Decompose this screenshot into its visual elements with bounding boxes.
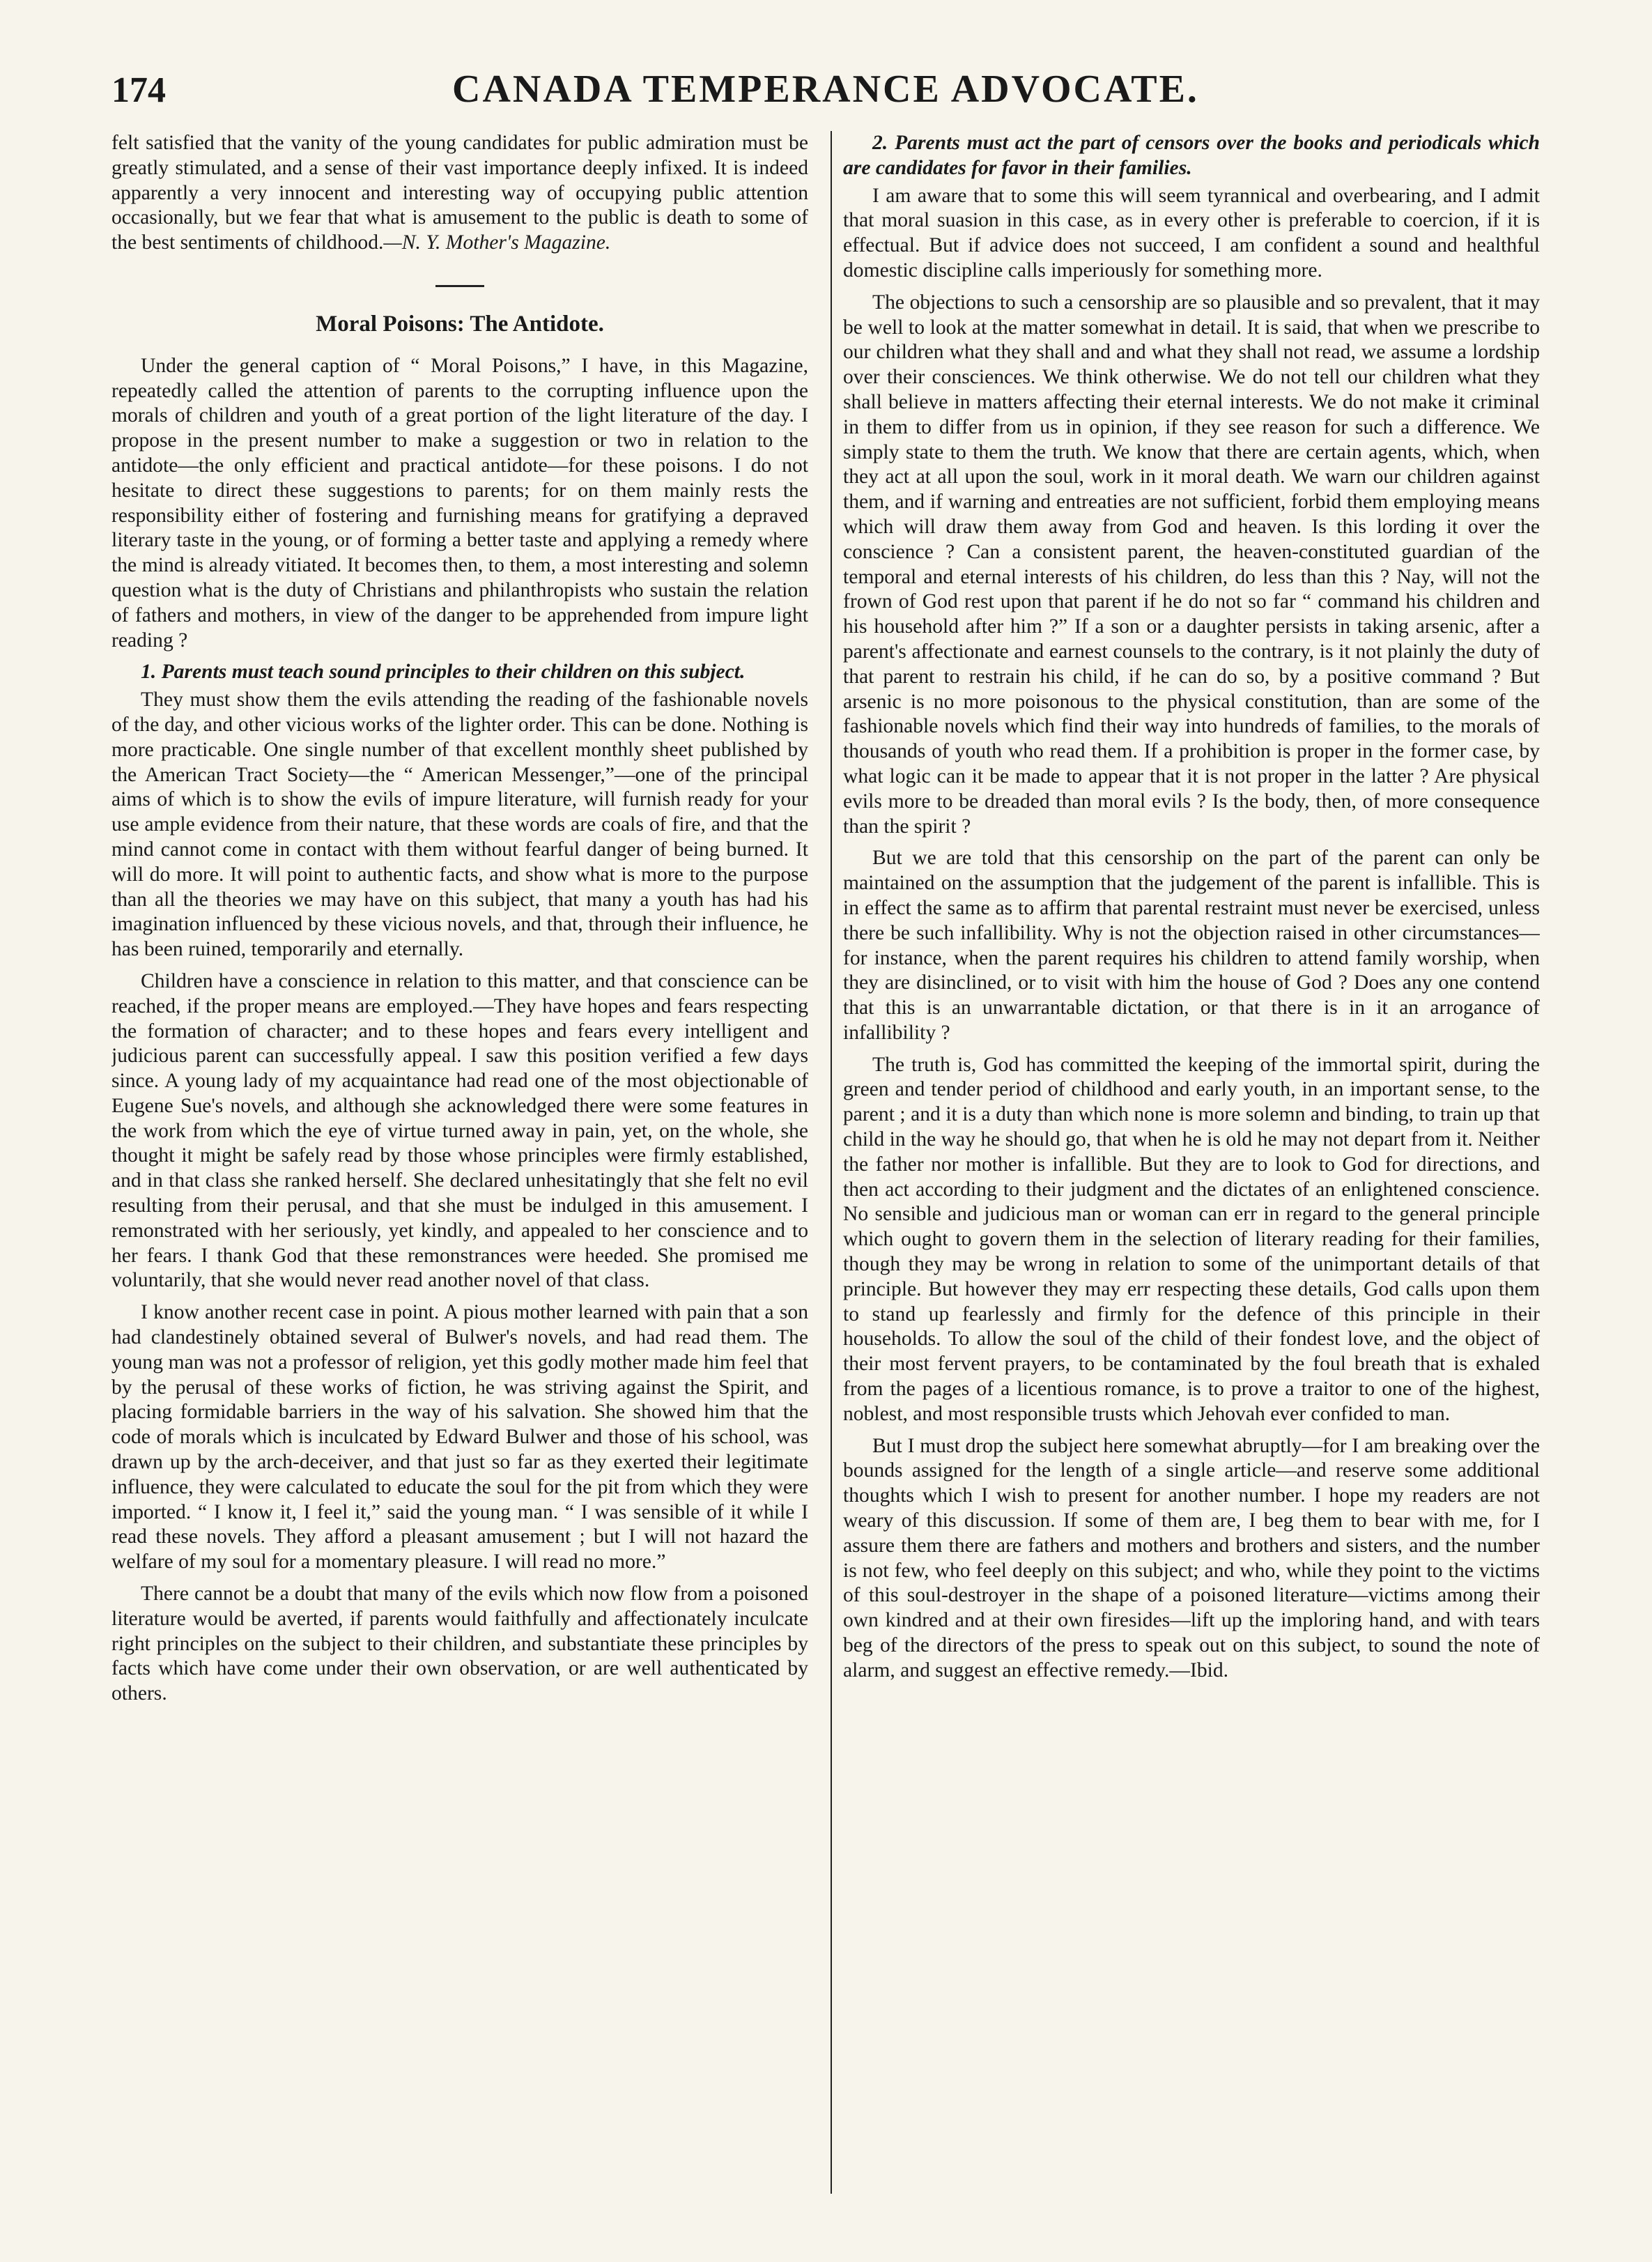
article-paragraph: Children have a conscience in relation to this matter, and that conscience can be reached, if the proper means are employed.—They have hopes and fears respecting the formation of character; and to these hopes and fears every intelligent and judicious parent can successfully appeal. I saw this position verified a few days since. A young lady of my acquaintance had read one of the most objectionable of Eugene Sue's novels, and although she acknowledged there were some features in the work from which the eye of virtue turned away in pain, yet, on the whole, she thought it might be safely read by those whose principles were firmly established, and in that class she ranked herself. She declared unhesitatingly that she felt no evil resulting from their perusal, and that she must be indulged in this amusement. I remonstrated with her seriously, yet kindly, and appealed to her conscience and to her fears. I thank God that these remonstrances were heeded. She promised me voluntarily, that she would never read another novel of that class. (111, 969, 808, 1292)
article-paragraph: Under the general caption of “ Moral Poisons,” I have, in this Magazine, repeatedly called the attention of parents to the corrupting influence upon the morals of children and youth of a great portion of the light literature of the day. I propose in the present number to make a suggestion or two in relation to the antidote—the only efficient and practical antidote—for these poisons. I do not hesitate to direct these suggestions to parents; for on them mainly rests the responsibility either of fostering and furnishing means for gratifying a depraved literary taste in the young, or of forming a better taste and applying a remedy where the mind is already vitiated. It becomes then, to them, a most interesting and solemn question what is the duty of Christians and philanthropists who sustain the relation of fathers and mothers, in view of the danger to be apprehended from impure light reading ? (111, 354, 808, 652)
article-paragraph: The objections to such a censorship are so plausible and so prevalent, that it may be well to look at the matter somewhat in detail. It is said, that when we prescribe to our children what they shall and and what they shall not read, we assume a lordship over their consciences. We think otherwise. We do not tell our children what they shall believe in matters affecting their eternal interests. We do not make it criminal in them to differ from us in opinion, if they see reason for such a difference. We simply state to them the truth. We know that there are certain agents, which, when they act at all upon the soul, work in it moral death. We warn our children against them, and if warning and entreaties are not sufficient, forbid them employing means which will draw them away from God and heaven. Is this lording it over the conscience ? Can a consistent parent, the heaven-constituted guardian of the temporal and eternal interests of his children, do less than this ? Nay, will not the frown of God rest upon that parent if he do not so far “ command his children and his household after him ?” If a son or a daughter persists in taking arsenic, after a parent's affectionate and earnest counsels to the contrary, is it not plainly the duty of that parent to restrain his child, if he can do so, by a positive command ? But arsenic is no more poisonous to the physical constitution, than are some of the fashionable novels which find their way into hundreds of families, to the morals of thousands of youth who read them. If a prohibition is proper in the former case, by what logic can it be made to appear that it is not proper in the latter ? Are physical evils more to be dreaded than moral evils ? Is the body, then, of more consequence than the spirit ? (843, 291, 1540, 838)
article-paragraph: There cannot be a doubt that many of the evils which now flow from a poisoned literature would be averted, if parents would faithfully and affectionately inculcate right principles on the subject to their children, and substantiate these principles by facts which have come under their own observation, or are well authenticated by others. (111, 1583, 808, 1705)
section-heading-1: 1. Parents must teach sound principles to their children on this subject. (141, 661, 746, 684)
section-heading-2: 2. Parents must act the part of censors over the books and periodicals which are candidates for favor in their families. (843, 132, 1540, 179)
article-title: Moral Poisons: The Antidote. (316, 311, 604, 337)
running-head: CANADA TEMPERANCE ADVOCATE. (452, 68, 1199, 111)
article-paragraph: But I must drop the subject here somewhat abruptly—for I am breaking over the bounds assigned for the length of a single article—and reserve some additional thoughts which I wish to present for another number. I hope my readers are not weary of this discussion. If some of them are, I beg them to bear with me, for I assure them there are fathers and mothers and brothers and sisters, and the number is not few, who feel deeply on this subject; and who, while they point to the victims of this soul-destroyer in the shape of a poisoned literature—victims among their own kindred and at their own firesides—lift up the imploring hand, and with tears beg of the directors of the press to speak out on this subject, to sound the note of alarm, and suggest an effective remedy.—Ibid. (843, 1434, 1540, 1682)
article-paragraph: I am aware that to some this will seem tyrannical and overbearing, and I admit that moral suasion in this case, as in every other is preferable to coercion, if it is effectual. But if advice does not succeed, I am confident a sound and healthful domestic discipline calls imperiously for something more. (843, 184, 1540, 282)
intro-attribution: —N. Y. Mother's Magazine. (383, 231, 611, 254)
section-separator (435, 285, 484, 287)
article-paragraph: The truth is, God has committed the keeping of the immortal spirit, during the green and tender period of childhood and early youth, in an important sense, to the parent ; and it is a duty than which none is more solemn and binding, to train up that child in the way he should go, that when he is old he may not depart from it. Neither the father nor mother is infallible. But they are to look to God for directions, and then act according to their judgment and the dictates of an enlightened conscience. No sensible and judicious man or woman can err in regard to the general principle which ought to govern them in the selection of literary reading for their families, though they may be wrong in relation to some of the unimportant details of that principle. But however they may err respecting these details, God calls upon them to stand up fearlessly and firmly for the defence of this principle in their households. To allow the soul of the child of their fondest love, and the object of their most fervent prayers, to be contaminated by the foul breath that is exhaled from the pages of a licentious romance, is to prove a traitor to one of the highest, noblest, and most responsible trusts which Jehovah ever confided to man. (843, 1053, 1540, 1425)
page-number: 174 (111, 70, 166, 110)
column-rule (831, 131, 832, 2194)
right-column (843, 131, 1540, 2194)
page-header (111, 67, 1540, 123)
article-paragraph: But we are told that this censorship on the part of the parent can only be maintained on the assumption that the judgement of the parent is infallible. This is in effect the same as to affirm that parental restraint must never be exercised, unless there be such infallibility. Why is not the objection raised in other circumstances—for instance, when the parent requires his children to attend family worship, when they are disinclined, or to visit with him the house of God ? Does any one contend that this is an unwarrantable dictation, or that there is in it an arrogance of infallibility ? (843, 847, 1540, 1044)
left-column (111, 131, 808, 2194)
article-paragraph: I know another recent case in point. A pious mother learned with pain that a son had clandestinely obtained several of Bulwer's novels, and had read them. The young man was not a professor of religion, yet this godly mother made him feel that by the perusal of these works of fiction, he was striving against the Spirit, and placing formidable barriers in the way of his salvation. She showed him that the code of morals which is inculcated by Edward Bulwer and those of his school, was drawn up by the arch-deceiver, and that just so far as they exerted their legitimate influence, they were calculated to educate the soul for the pit from which they were imported. “ I know it, I feel it,” said the young man. “ I was sensible of it while I read these novels. They afford a pleasant amusement ; but I will not hazard the welfare of my soul for a momentary pleasure. I will read no more.” (111, 1301, 808, 1574)
article-paragraph: They must show them the evils attending the reading of the fashionable novels of the day, and other vicious works of the lighter order. This can be done. Nothing is more practicable. One single number of that excellent monthly sheet published by the American Tract Society—the “ American Messenger,”—one of the principal aims of which is to show the evils of impure literature, will furnish ready for your use ample evidence from their nature, that these words are coals of fire, and that the mind cannot come in contact with them without fearful danger of being burned. It will do more. It will point to authentic facts, and show what is more to the purpose than all the theories we may have on this subject, that many a youth has had his imagination influenced by these vicious novels, and that, through their influence, he has been ruined, temporarily and eternally. (111, 688, 808, 961)
intro-paragraph: felt satisfied that the vanity of the young candidates for public admiration must be greatly stimulated, and a sense of their vast importance deeply infixed. It is indeed apparently a very innocent and interesting way of occupying public attention occasionally, but we fear that what is amusement to the public is death to some of the best sentiments of childhood.—N. Y. Mother's Magazine. (111, 132, 808, 254)
